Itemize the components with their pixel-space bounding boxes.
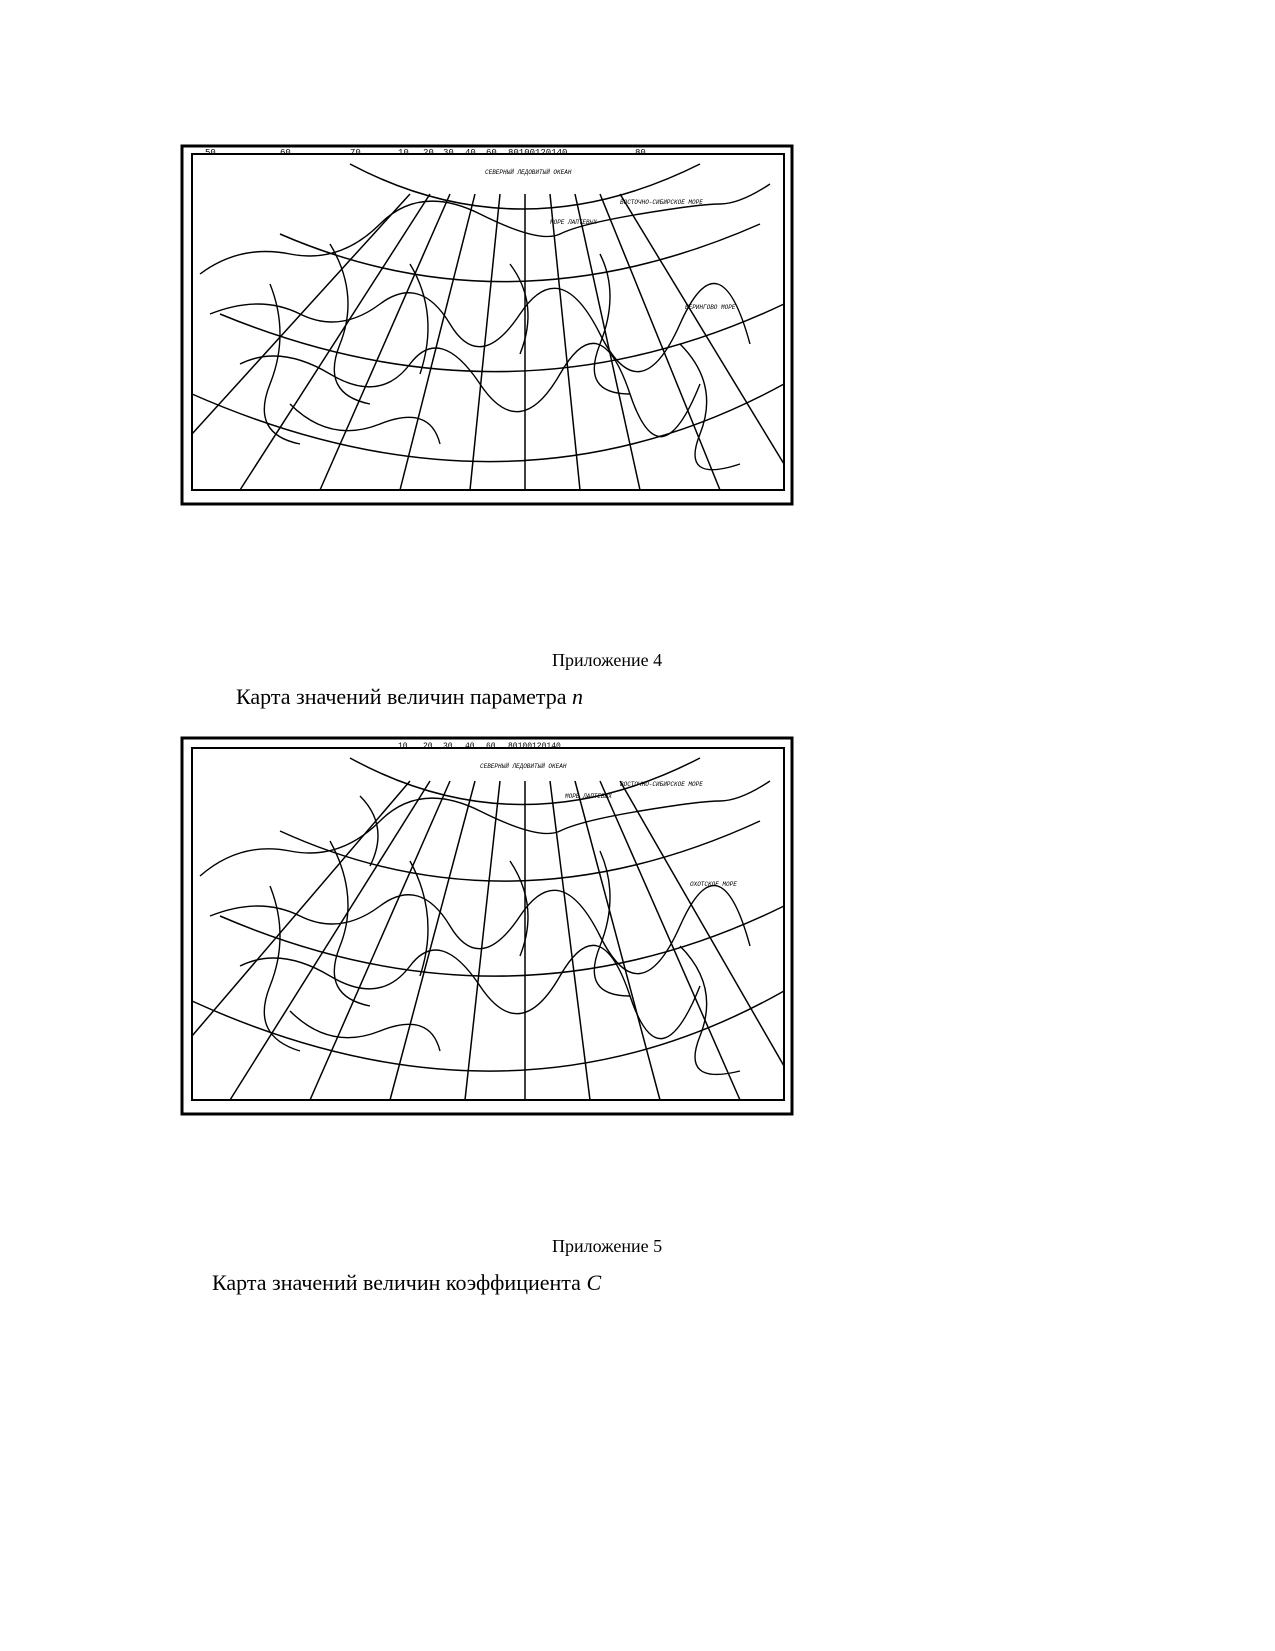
svg-text:60: 60 bbox=[486, 742, 496, 751]
map1-sea-label-ocean: СЕВЕРНЫЙ ЛЕДОВИТЫЙ ОКЕАН bbox=[485, 169, 572, 176]
map2-sea-label-east-siberian: ВОСТОЧНО-СИБИРСКОЕ МОРЕ bbox=[620, 781, 703, 788]
appendix-5-caption-symbol: C bbox=[586, 1270, 602, 1295]
map1-sea-label-bering: БЕРИНГОВО МОРЕ bbox=[685, 304, 736, 311]
svg-text:60: 60 bbox=[486, 148, 497, 158]
appendix-4-caption-symbol: n bbox=[572, 684, 584, 709]
svg-text:80100120140: 80100120140 bbox=[508, 742, 561, 751]
svg-text:30: 30 bbox=[443, 148, 454, 158]
map1-sea-label-east-siberian: ВОСТОЧНО-СИБИРСКОЕ МОРЕ bbox=[620, 199, 703, 206]
svg-text:60: 60 bbox=[280, 148, 291, 158]
svg-text:80: 80 bbox=[635, 148, 646, 158]
svg-text:10: 10 bbox=[398, 148, 409, 158]
appendix-5-caption bbox=[212, 1270, 601, 1296]
svg-text:40: 40 bbox=[465, 148, 476, 158]
svg-text:10: 10 bbox=[398, 742, 408, 751]
map2-sea-label-laptev: МОРЕ ЛАПТЕВЫХ bbox=[565, 793, 612, 800]
svg-text:40: 40 bbox=[465, 742, 475, 751]
svg-text:20: 20 bbox=[423, 742, 433, 751]
map-image-top bbox=[180, 144, 796, 510]
svg-text:20: 20 bbox=[423, 148, 434, 158]
appendix-5-label: Приложение 5 bbox=[552, 1236, 663, 1256]
appendix-4-label: Приложение 4 bbox=[552, 650, 663, 670]
svg-text:80100120140: 80100120140 bbox=[508, 148, 568, 158]
svg-text:70: 70 bbox=[350, 148, 361, 158]
map-image-bottom bbox=[180, 736, 796, 1120]
appendix-4-caption-text: Карта значений величин параметра bbox=[236, 684, 573, 709]
map1-sea-label-laptev: МОРЕ ЛАПТЕВЫХ bbox=[550, 219, 597, 226]
appendix-4-caption bbox=[236, 684, 583, 710]
map1-top-scale-0: 50 bbox=[205, 148, 216, 158]
map2-sea-label-ocean: СЕВЕРНЫЙ ЛЕДОВИТЫЙ ОКЕАН bbox=[480, 763, 567, 770]
appendix-5-caption-text: Карта значений величин коэффициента bbox=[212, 1270, 587, 1295]
svg-text:30: 30 bbox=[443, 742, 453, 751]
map-svg bbox=[180, 736, 796, 1120]
map-svg bbox=[180, 144, 796, 510]
map2-sea-label-okhotsk: ОХОТСКОЕ МОРЕ bbox=[690, 881, 737, 888]
